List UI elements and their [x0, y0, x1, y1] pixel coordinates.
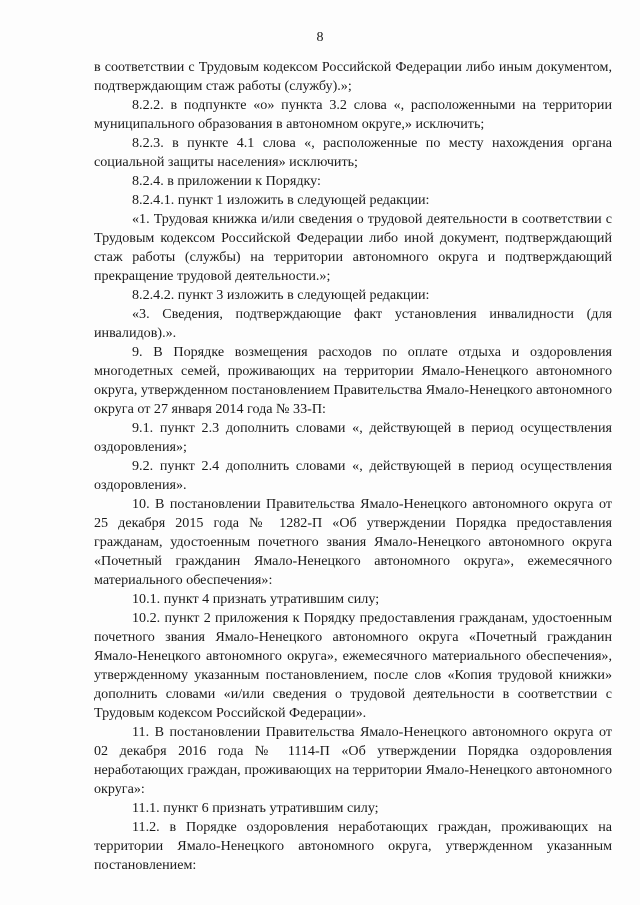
paragraph-11-2: 11.2. в Порядке оздоровления неработающих граждан, проживающих на территории Ямало-Ненецкого автономного округа, утвержденном указанным постановлением:: [94, 819, 612, 873]
paragraph-10: 10. В постановлении Правительства Ямало-Ненецкого автономного округа от 25 декабря 2015 года № 1282-П «Об утверждении Порядка предоставления гражданам, удостоенным почетного звания Ямало-Ненецкого автономного округа «Почетный гражданин Ямало-Ненецкого автономного округа», ежемесячного материального обеспечения»:: [94, 496, 612, 588]
paragraph-8-2-3: 8.2.3. в пункте 4.1 слова «, расположенные по месту нахождения органа социальной защиты населения» исключить;: [94, 135, 612, 170]
paragraph-8-2-4-1: 8.2.4.1. пункт 1 изложить в следующей редакции:: [132, 192, 430, 208]
paragraph-8-2-4: 8.2.4. в приложении к Порядку:: [132, 173, 321, 189]
quoted-item-1: «1. Трудовая книжка и/или сведения о трудовой деятельности в соответствии с Трудовым кодексом Российской Федерации либо иной документ, подтверждающий стаж работы (службы) на территории автономного округа и подтверждающий прекращение трудовой деятельности.»;: [94, 211, 612, 284]
paragraph-11: 11. В постановлении Правительства Ямало-Ненецкого автономного округа от 02 декабря 2016 года № 1114-П «Об утверждении Порядка оздоровления неработающих граждан, проживающих на территории Ямало-Ненецкого автономного округа»:: [94, 724, 612, 797]
paragraph-continuation: в соответствии с Трудовым кодексом Российской Федерации либо иным документом, подтверждающим стаж работы (службу).»;: [94, 59, 612, 94]
paragraph-8-2-2: 8.2.2. в подпункте «о» пункта 3.2 слова «, расположенными на территории муниципального образования в автономном округе,» исключить;: [94, 97, 612, 132]
paragraph-8-2-4-2: 8.2.4.2. пункт 3 изложить в следующей редакции:: [132, 287, 430, 303]
quoted-item-3: «3. Сведения, подтверждающие факт установления инвалидности (для инвалидов).».: [94, 306, 612, 341]
paragraph-10-2: 10.2. пункт 2 приложения к Порядку предоставления гражданам, удостоенным почетного звания Ямало-Ненецкого автономного округа «Почетный гражданин Ямало-Ненецкого автономного округа», ежемесячного материального обеспечения», утвержденному указанным постановлением, после слов «Копия трудовой книжки» дополнить словами «и/или сведения о трудовой деятельности в соответствии с Трудовым кодексом Российской Федерации».: [94, 610, 612, 721]
paragraph-9: 9. В Порядке возмещения расходов по оплате отдыха и оздоровления многодетных семей, проживающих на территории Ямало-Ненецкого автономного округа, утвержденном постановлением Правительства Ямало-Ненецкого автономного округа от 27 января 2014 года № 33-П:: [94, 344, 612, 417]
document-body: [94, 58, 612, 875]
paragraph-9-1: 9.1. пункт 2.3 дополнить словами «, действующей в период осуществления оздоровления»;: [94, 420, 612, 455]
paragraph-10-1: 10.1. пункт 4 признать утратившим силу;: [132, 591, 380, 607]
paragraph-9-2: 9.2. пункт 2.4 дополнить словами «, действующей в период осуществления оздоровления».: [94, 458, 612, 493]
page-number: 8: [316, 30, 324, 45]
paragraph-11-1: 11.1. пункт 6 признать утратившим силу;: [132, 800, 379, 816]
